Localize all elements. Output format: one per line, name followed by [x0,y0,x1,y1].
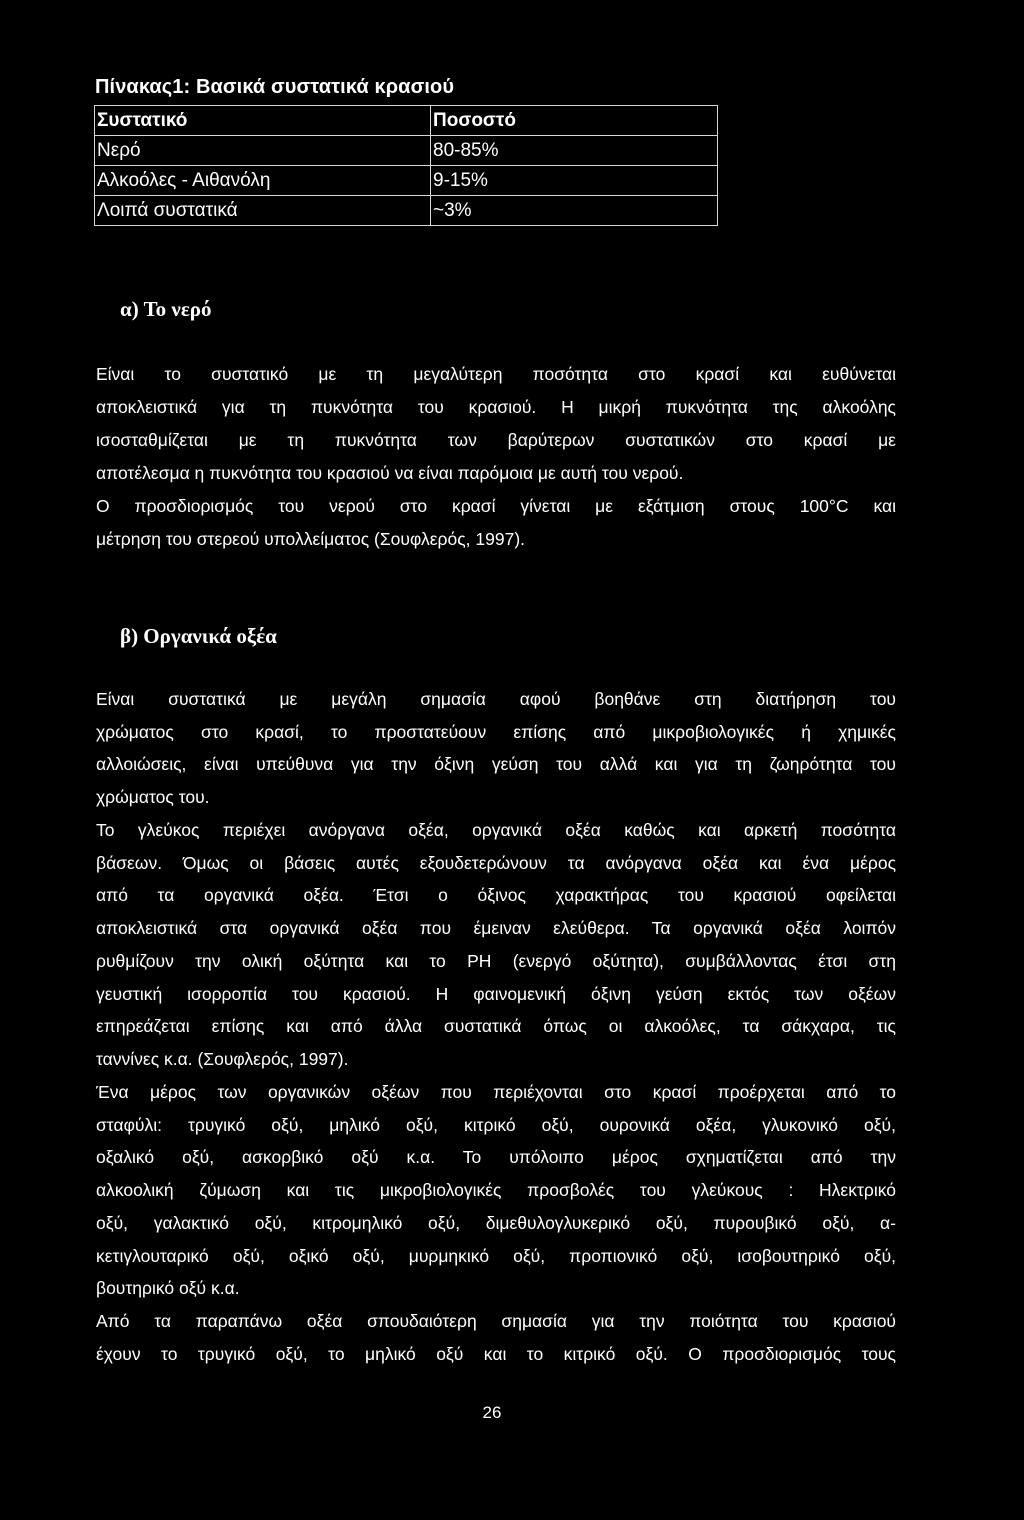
paragraph-line: έχουν το τρυγικό οξύ, το μηλικό οξύ και το κιτρικό οξύ. Ο προσδιορισμός τους [96,1344,896,1364]
table-cell: Νερό [95,136,431,166]
paragraph-line: ταννίνες κ.α. (Σουφλερός, 1997). [96,1049,349,1069]
wine-components-table [94,105,718,226]
paragraph-line: από τα οργανικά οξέα. Έτσι ο όξινος χαρακτήρας του κρασιού οφείλεται [96,885,896,905]
paragraph-line: Είναι συστατικά με μεγάλη σημασία αφού βοηθάνε στη διατήρηση του [96,689,896,709]
table-header-row [95,106,718,136]
paragraph-line: κετιγλουταρικό οξύ, οξικό οξύ, μυρμηκικό οξύ, προπιονικό οξύ, ισοβουτηρικό οξύ, [96,1246,896,1266]
paragraph-line: αποκλειστικά στα οργανικά οξέα που έμειναν ελεύθερα. Τα οργανικά οξέα λοιπόν [96,918,896,938]
table-header-cell: Συστατικό [95,106,431,136]
table-cell: 80-85% [431,136,718,166]
paragraph-line: αποκλειστικά για τη πυκνότητα του κρασιού. Η μικρή πυκνότητα της αλκοόλης [96,397,896,417]
paragraph-line: γευστική ισορροπία του κρασιού. Η φαινομενική όξινη γεύση εκτός των οξέων [96,984,896,1004]
table-cell: 9-15% [431,166,718,196]
paragraph-line: ρυθμίζουν την ολική οξύτητα και το PH (ενεργό οξύτητα), συμβάλλοντας έτσι στη [96,951,896,971]
table-header-cell: Ποσοστό [431,106,718,136]
paragraph-line: Ο προσδιορισμός του νερού στο κρασί γίνεται με εξάτμιση στους 100°C και [96,496,896,516]
paragraph-line: Είναι το συστατικό με τη μεγαλύτερη ποσότητα στο κρασί και ευθύνεται [96,364,896,384]
paragraph-line: οξύ, γαλακτικό οξύ, κιτρομηλικό οξύ, διμεθυλογλυκερικό οξύ, πυρουβικό οξύ, α- [96,1213,896,1233]
paragraph-line: αλκοολική ζύμωση και τις μικροβιολογικές προσβολές του γλεύκους : Ηλεκτρικό [96,1180,896,1200]
paragraph-line: αποτέλεσμα η πυκνότητα του κρασιού να είναι παρόμοια με αυτή του νερού. [96,463,684,483]
table-row [95,166,718,196]
section-heading-water: α) Το νερό [120,297,212,321]
paragraph-line: οξαλικό οξύ, ασκορβικό οξύ κ.α. Το υπόλοιπο μέρος σχηματίζεται από την [96,1147,896,1167]
paragraph-line: χρώματος του. [96,787,210,807]
paragraph-line: βάσεων. Όμως οι βάσεις αυτές εξουδετερώνουν τα ανόργανα οξέα και ένα μέρος [96,853,896,873]
paragraph-line: Από τα παραπάνω οξέα σπουδαιότερη σημασία για την ποιότητα του κρασιού [96,1311,896,1331]
table-cell: ~3% [431,196,718,226]
section-heading-organic-acids: β) Οργανικά οξέα [120,624,277,648]
paragraph-line: επηρεάζεται επίσης και από άλλα συστατικά όπως οι αλκοόλες, τα σάκχαρα, τις [96,1016,896,1036]
paragraph-line: σταφύλι: τρυγικό οξύ, μηλικό οξύ, κιτρικό οξύ, ουρονικά οξέα, γλυκονικό οξύ, [96,1115,896,1135]
table-caption: Πίνακας1: Βασικά συστατικά κρασιού [95,76,455,98]
table-row [95,196,718,226]
paragraph-line: μέτρηση του στερεού υπολλείματος (Σουφλερός, 1997). [96,529,526,549]
table-cell: Αλκοόλες - Αιθανόλη [95,166,431,196]
paragraph-line: Ένα μέρος των οργανικών οξέων που περιέχονται στο κρασί προέρχεται από το [96,1082,896,1102]
table-cell: Λοιπά συστατικά [95,196,431,226]
table-row [95,136,718,166]
paragraph-line: Το γλεύκος περιέχει ανόργανα οξέα, οργανικά οξέα καθώς και αρκετή ποσότητα [96,820,896,840]
paragraph-line: χρώματος στο κρασί, το προστατεύουν επίσης από μικροβιολογικές ή χημικές [96,722,896,742]
paragraph-line: ισοσταθμίζεται με τη πυκνότητα των βαρύτερων συστατικών στο κρασί με [96,430,896,450]
paragraph-line: αλλοιώσεις, είναι υπεύθυνα για την όξινη γεύση του αλλά και για τη ζωηρότητα του [96,754,896,774]
page-number: 26 [482,1403,502,1422]
paragraph-line: βουτηρικό οξύ κ.α. [96,1278,240,1298]
